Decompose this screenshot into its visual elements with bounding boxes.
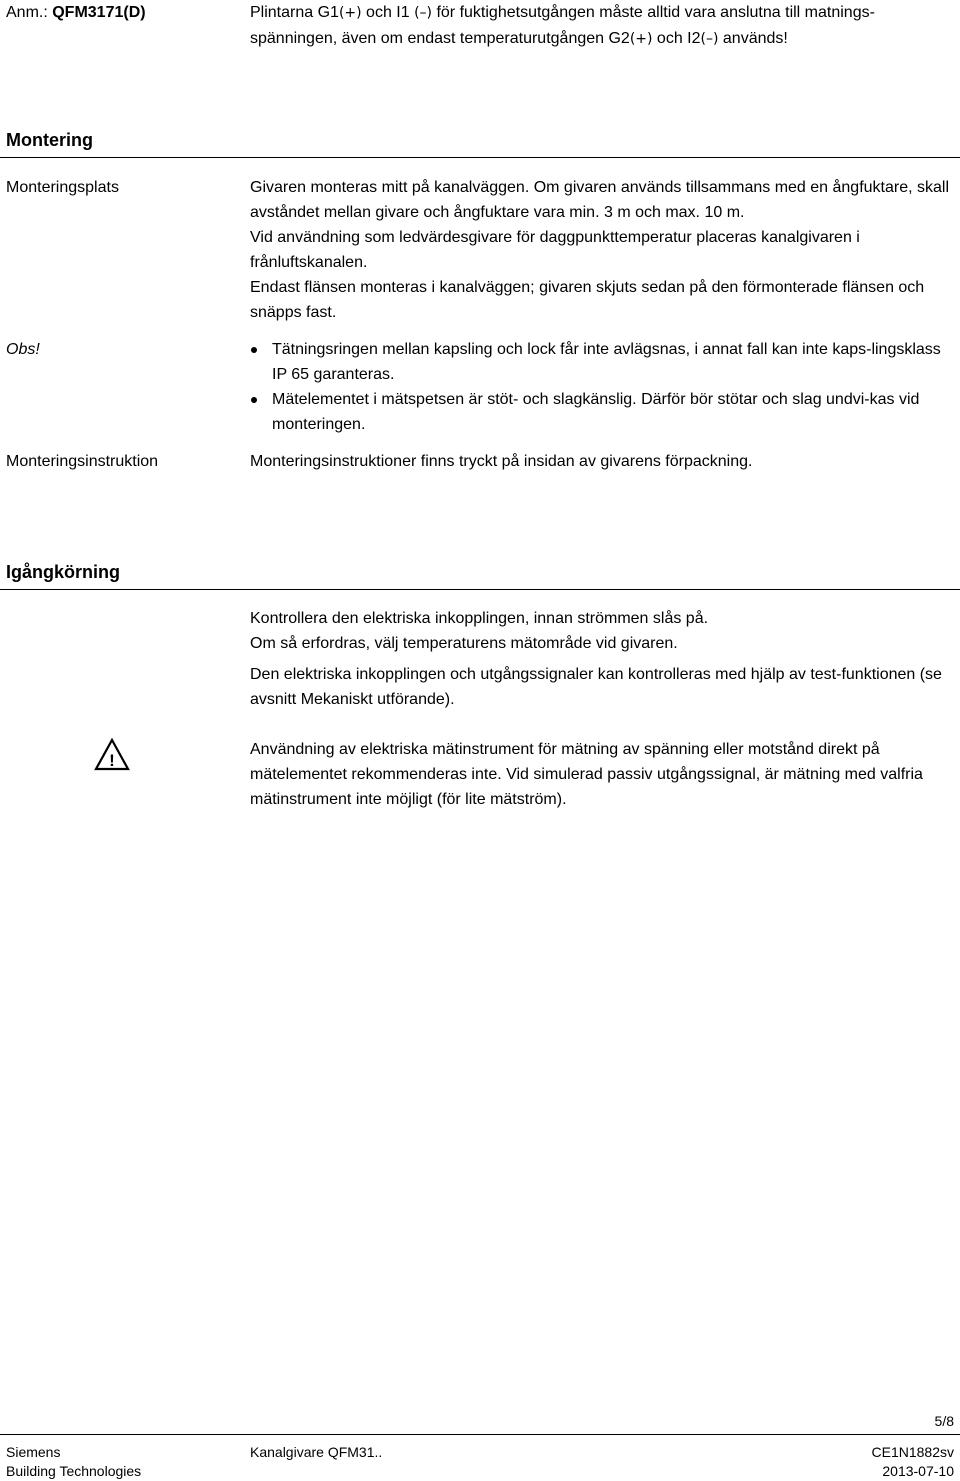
- note-prefix: Anm.: [6, 4, 44, 21]
- section-heading-igangkorning: Igångkörning: [6, 562, 120, 582]
- svg-text:!: !: [109, 751, 115, 770]
- section-divider: [0, 589, 960, 590]
- paragraph: Givaren monteras mitt på kanalväggen. Om givaren används tillsammans med en ångfuktare, skall avståndet mellan givare och ångfuktare vara min. 3 m och max. 10 m.: [250, 179, 950, 221]
- list-item: Mätelementet i mätspetsen är stöt- och slagkänslig. Därför bör stötar och slag undvi-kas vid monteringen.: [250, 387, 955, 437]
- igang-paragraph-2: Den elektriska inkopplingen och utgångssignaler kan kontrolleras med hjälp av test-funktionen (se avsnitt Mekaniskt utförande).: [250, 666, 942, 708]
- section-divider: [0, 157, 960, 158]
- note-model: QFM3171(D): [52, 4, 146, 21]
- paragraph: Endast flänsen monteras i kanalväggen; givaren skjuts sedan på den förmonterade flänsen och snäpps fast.: [250, 279, 925, 321]
- warning-text: Användning av elektriska mätinstrument för mätning av spänning eller motstånd direkt på mätelementet rekommenderas inte. Vid simulerad passiv utgångssignal, är mätning med valfria mätinstrument inte möjligt (för lite mätström).: [250, 741, 923, 808]
- label-monteringsinstruktion: Monteringsinstruktion: [6, 453, 159, 470]
- list-item: Tätningsringen mellan kapsling och lock får inte avlägsnas, i annat fall kan inte kaps-lingsklass IP 65 garanteras.: [250, 337, 955, 387]
- footer-divider: [0, 1434, 960, 1435]
- obs-list: [250, 337, 955, 437]
- page-number: 5/8: [934, 1413, 954, 1429]
- footer-product: Kanalgivare QFM31..: [250, 1444, 383, 1460]
- igang-paragraph-1: Kontrollera den elektriska inkopplingen, innan strömmen slås på. Om så erfordras, välj temperaturens mätområde vid givaren.: [250, 610, 709, 652]
- label-obs: Obs!: [6, 341, 40, 358]
- note-colon: :: [43, 4, 53, 21]
- footer-doc-info: CE1N1882sv 2013-07-10: [871, 1444, 954, 1479]
- warning-triangle-icon: [94, 738, 130, 772]
- monteringsinstruktion-text: Monteringsinstruktioner finns tryckt på insidan av givarens förpackning.: [250, 453, 753, 470]
- monteringsplats-text: [250, 175, 955, 325]
- section-heading-montering: Montering: [6, 130, 93, 150]
- note-line-1: Plintarna G1(+) och I1 (–) för fuktighetsutgången måste alltid vara anslutna till matnings-: [250, 4, 875, 21]
- note-text: [250, 0, 955, 52]
- paragraph: Vid användning som ledvärdesgivare för daggpunkttemperatur placeras kanalgivaren i frånluftskanalen.: [250, 229, 860, 271]
- note-label: [6, 0, 236, 25]
- note-line-2: spänningen, även om endast temperaturutgången G2(+) och I2(–) används!: [250, 30, 788, 47]
- footer-company: Siemens Building Technologies: [6, 1444, 142, 1479]
- label-monteringsplats: Monteringsplats: [6, 179, 119, 196]
